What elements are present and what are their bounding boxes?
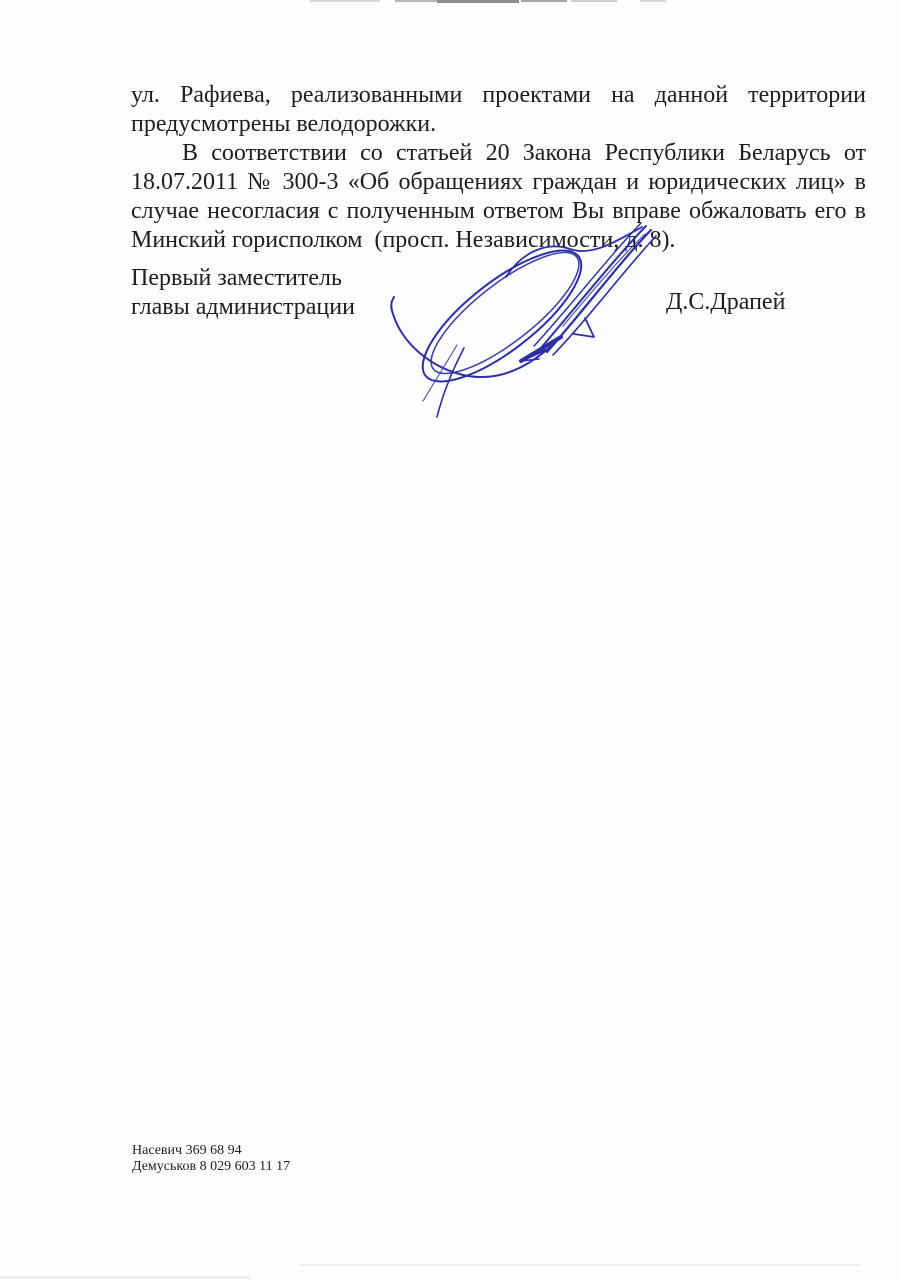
signatory-title-line1: Первый заместитель bbox=[131, 265, 342, 291]
scan-edge-artifact bbox=[0, 1276, 250, 1279]
scan-edge-artifact bbox=[571, 0, 617, 2]
paragraph1-line2: предусмотрены велодорожки. bbox=[131, 111, 437, 137]
scan-edge-artifact bbox=[437, 0, 519, 3]
signatory-title-line2: главы администрации bbox=[131, 294, 355, 320]
contact-line2: Демуськов 8 029 603 11 17 bbox=[132, 1159, 291, 1174]
scan-edge-artifact bbox=[395, 0, 437, 2]
scan-edge-artifact bbox=[521, 0, 567, 2]
signatory-name: Д.С.Драпей bbox=[666, 289, 786, 315]
scan-edge-artifact bbox=[640, 0, 666, 2]
paragraph2-line1: В соответствии со статьей 20 Закона Республики Беларусь от bbox=[182, 140, 866, 166]
scan-edge-artifact bbox=[300, 1264, 860, 1266]
paragraph2-line2: 18.07.2011 № 300-3 «Об обращениях граждан и юридических лиц» в bbox=[131, 169, 866, 195]
scan-edge-artifact bbox=[310, 0, 380, 2]
letter-body bbox=[131, 81, 866, 255]
contact-footer bbox=[132, 1143, 290, 1175]
paragraph1-line1: ул. Рафиева, реализованными проектами на данной территории bbox=[131, 82, 866, 108]
signatory-title bbox=[131, 264, 355, 322]
paragraph2-line3: случае несогласия с полученным ответом Вы вправе обжаловать его в bbox=[131, 198, 866, 224]
contact-line1: Насевич 369 68 94 bbox=[132, 1143, 242, 1158]
paragraph2-line4: Минский горисполком (просп. Независимости, д. 8). bbox=[131, 227, 676, 253]
